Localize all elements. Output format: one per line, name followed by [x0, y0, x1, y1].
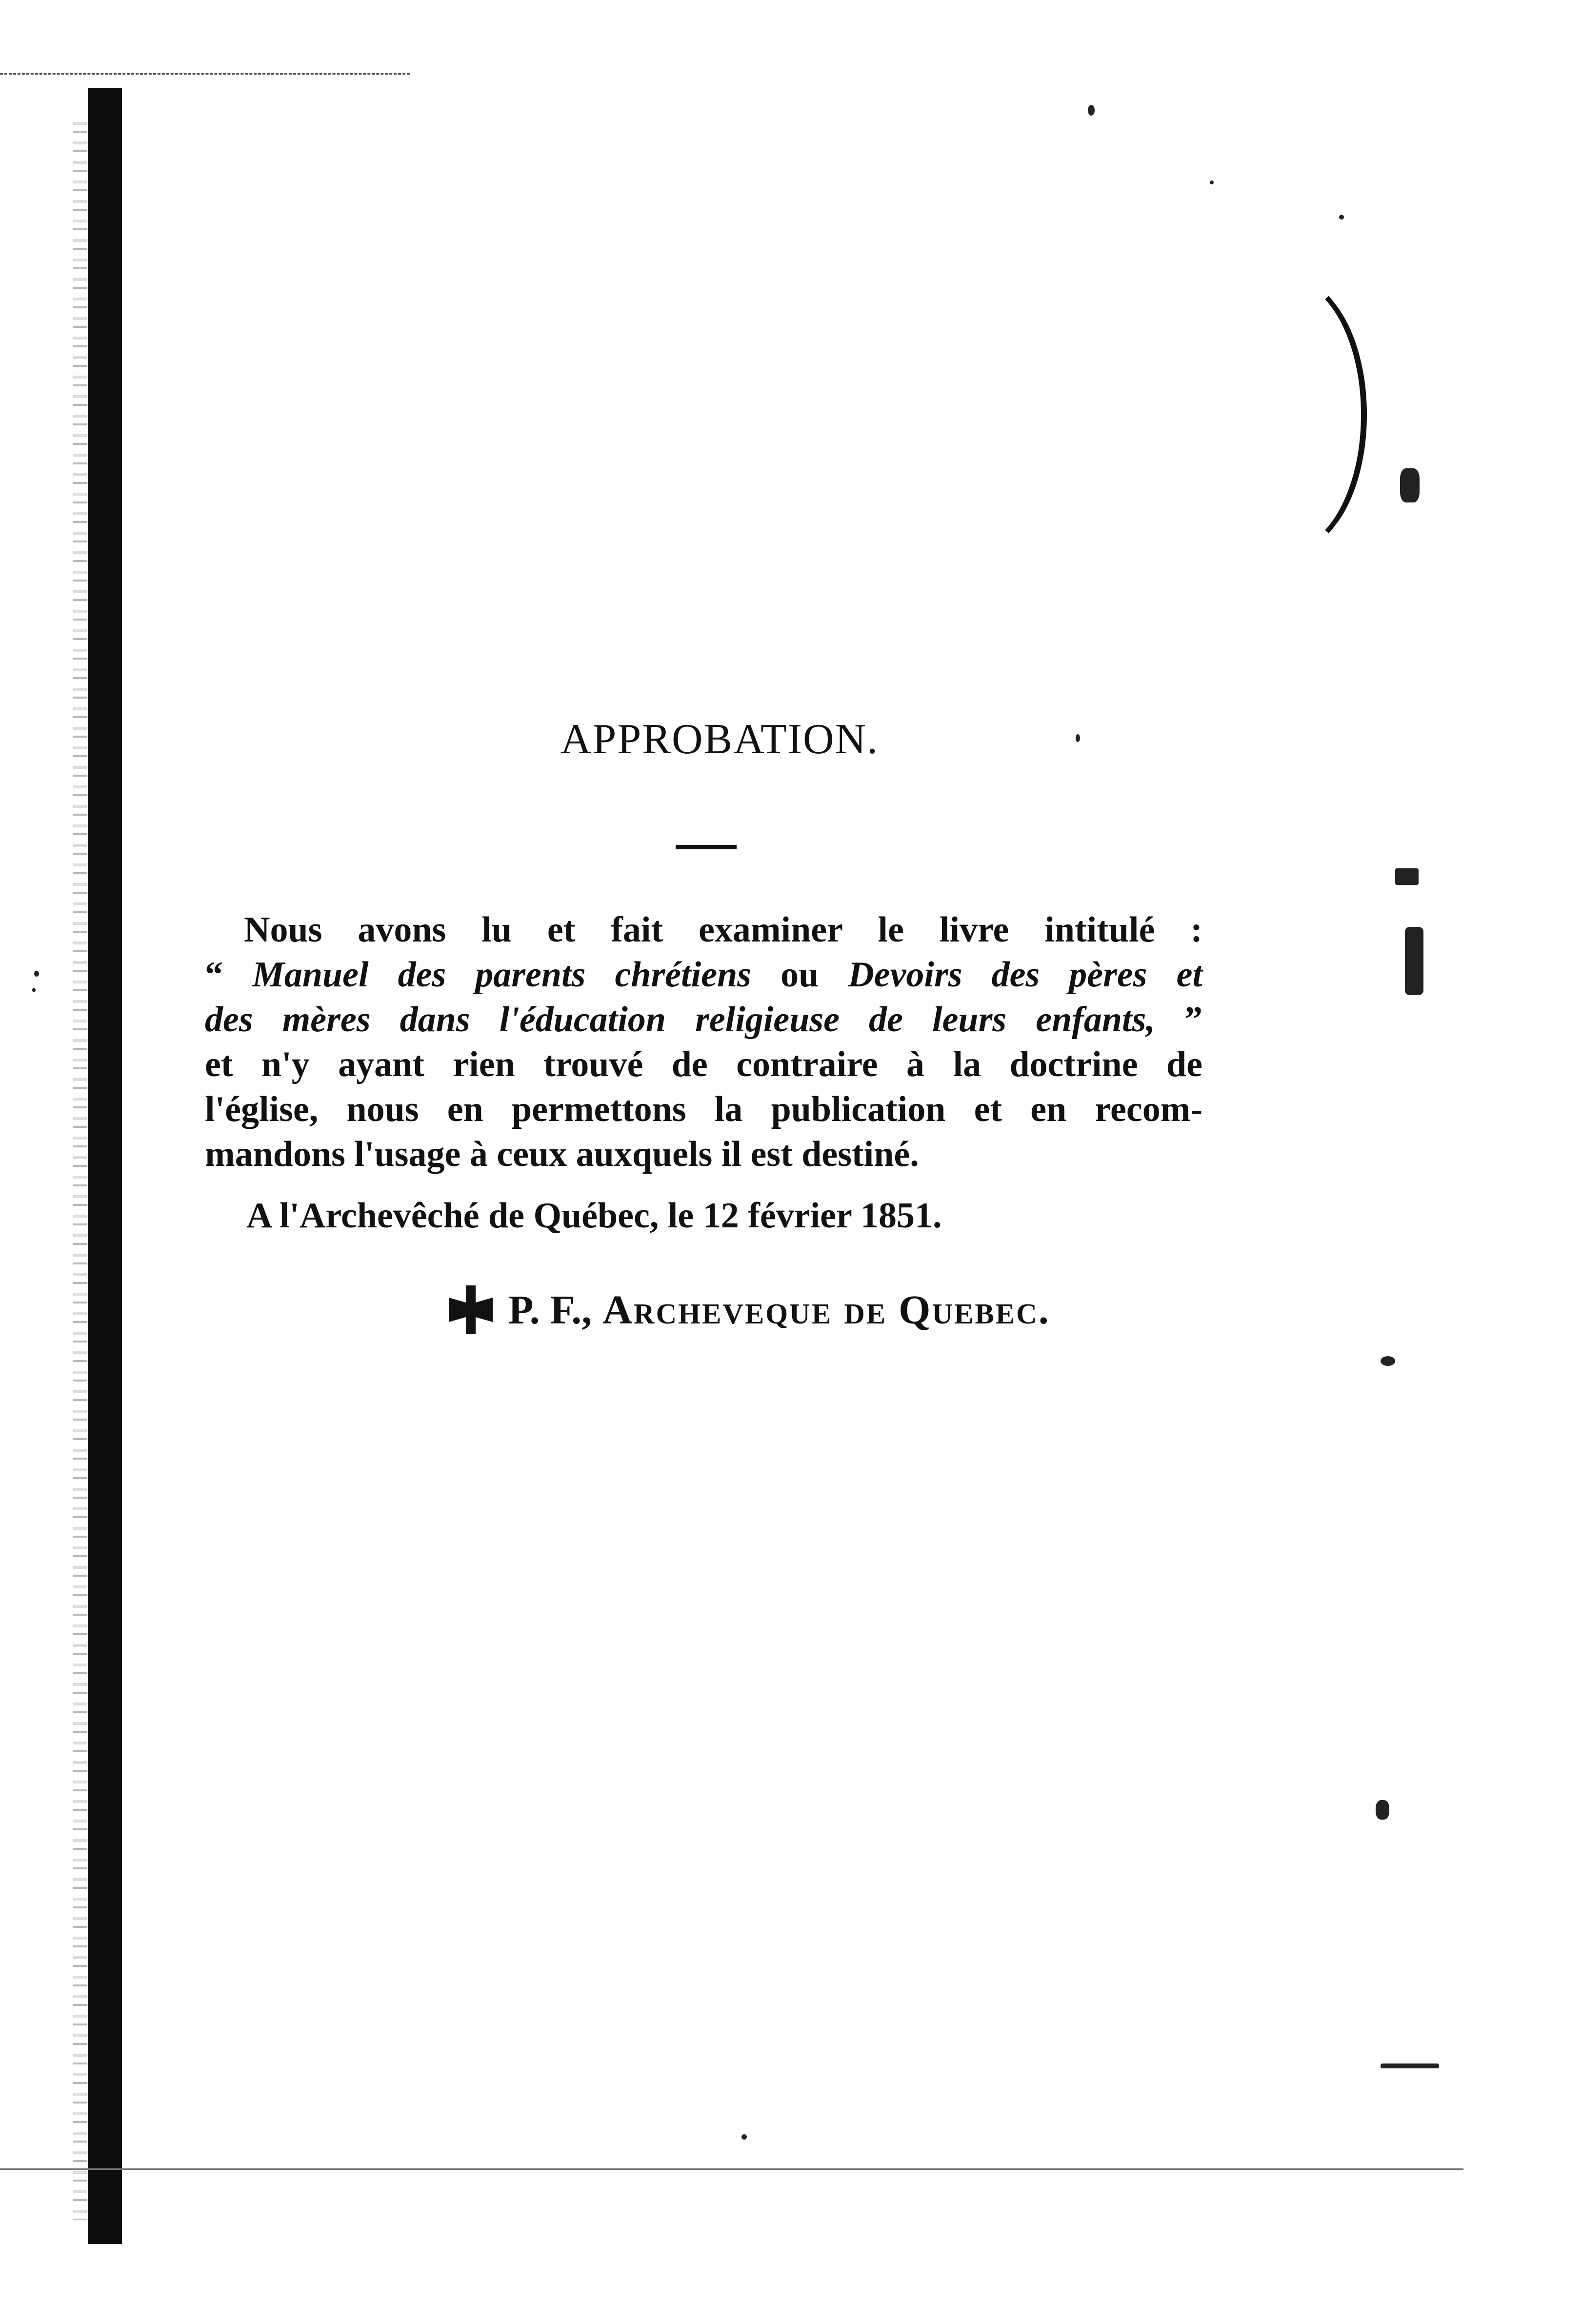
bottom-rule: [0, 2168, 1463, 2170]
book-title-italic: Manuel des parents chrétiens: [252, 955, 752, 995]
speck: [741, 2134, 747, 2140]
text-run: Nous avons lu et fait examiner le livre intitulé :: [244, 910, 1202, 950]
speck: [32, 988, 36, 992]
speck: [1405, 927, 1423, 995]
speck: [1088, 105, 1095, 116]
binding-strip: [88, 88, 122, 2244]
cross-icon: [444, 1283, 498, 1337]
top-rule: [0, 73, 410, 75]
paragraph-line: [205, 1087, 1202, 1132]
book-subtitle-italic: Devoirs des pères et: [848, 955, 1203, 995]
paragraph-line: [205, 907, 1202, 952]
speck: [1395, 868, 1419, 885]
page-title: APPROBATION.: [560, 716, 879, 763]
book-subtitle-italic: des mères dans l'éducation religieuse de leurs enfants,: [205, 1000, 1155, 1040]
speck: [1381, 1356, 1395, 1366]
paragraph-line: [205, 952, 1202, 997]
approbation-paragraph: [205, 907, 1202, 1177]
text-run: et n'y ayant rien trouvé de contraire à la doctrine de: [205, 1044, 1202, 1084]
text-run: “: [205, 955, 253, 995]
speck: [1381, 2064, 1439, 2068]
text-run: ”: [1155, 1000, 1202, 1040]
speck: [1400, 468, 1420, 502]
paragraph-line: [205, 1042, 1202, 1087]
speck: [1376, 1800, 1389, 1820]
page-edge-shadow: [73, 122, 87, 2220]
speck: [1210, 180, 1214, 184]
title-divider: [676, 845, 737, 849]
signature: [444, 1283, 1050, 1337]
stamp-fragment: [1317, 293, 1385, 537]
text-run: ou: [751, 955, 848, 995]
signature-office: Archeveque de Quebec.: [602, 1287, 1050, 1333]
paragraph-line: [205, 1132, 1202, 1177]
text-run: l'église, nous en permettons la publication et en recom-: [205, 1089, 1202, 1129]
paragraph-line: [205, 997, 1202, 1042]
text-run: mandons l'usage à ceux auxquels il est destiné.: [205, 1134, 919, 1174]
speck: [34, 971, 39, 977]
speck: [1339, 215, 1344, 220]
signature-initials: P. F.,: [508, 1287, 592, 1333]
place-and-date: A l'Archevêché de Québec, le 12 février 1851.: [246, 1196, 942, 1236]
